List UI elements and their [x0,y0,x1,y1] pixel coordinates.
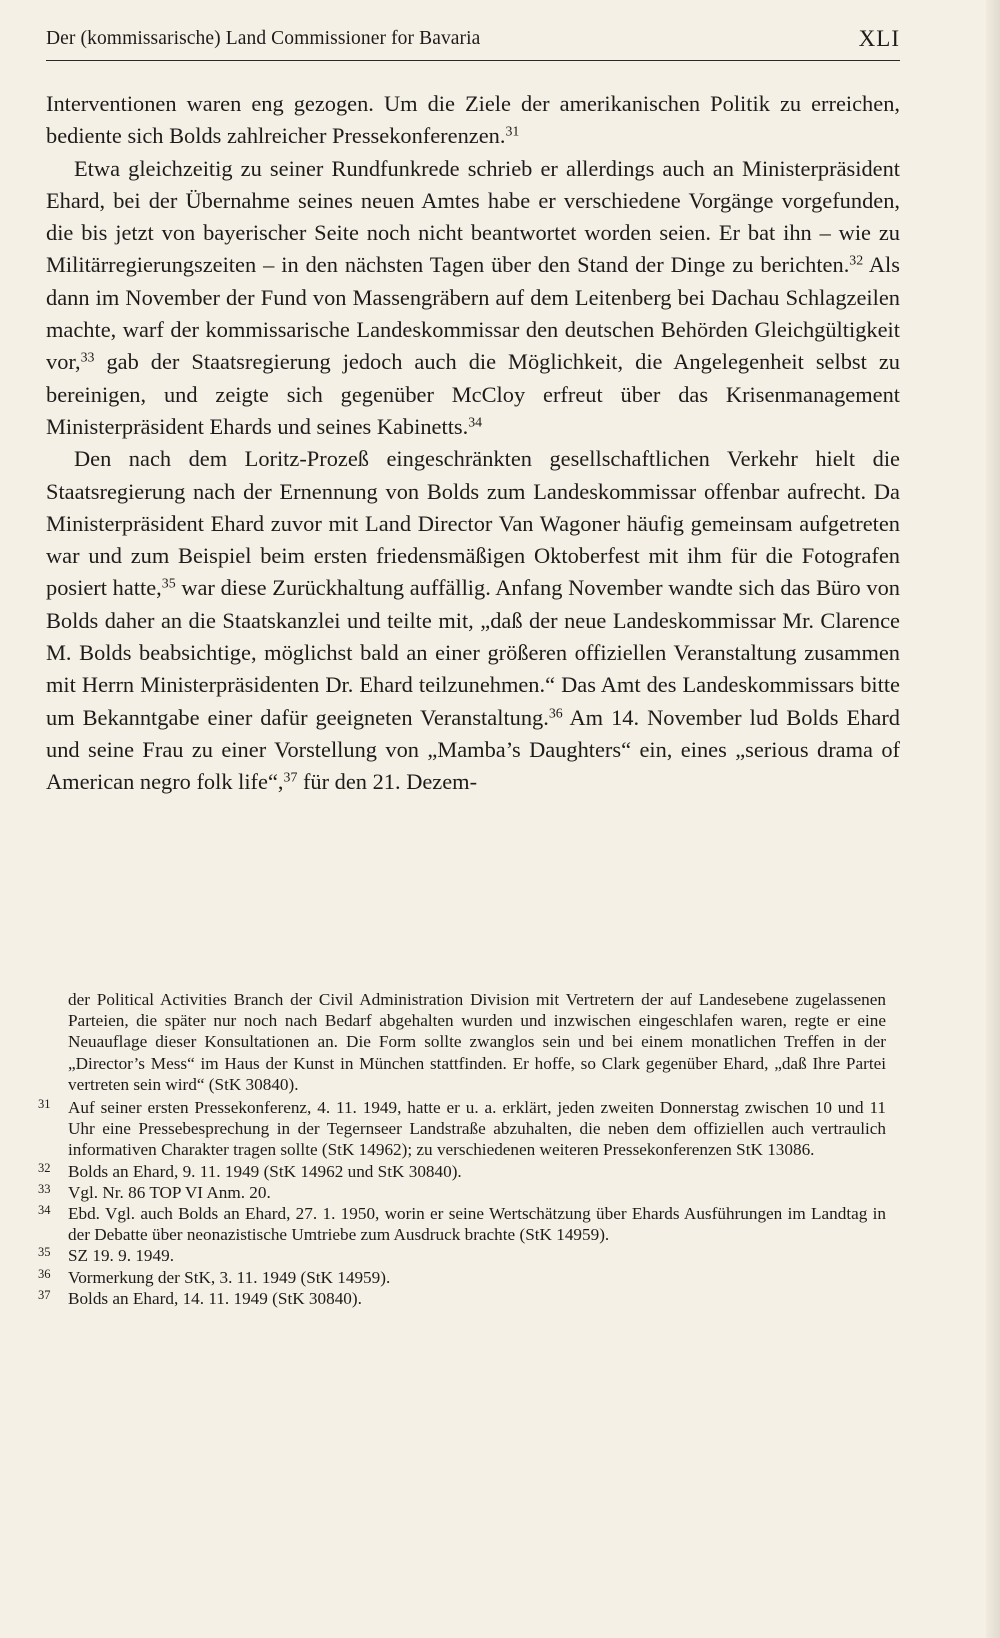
footnote [38,1203,886,1245]
page-edge [986,0,1000,1638]
footnote-text: Vgl. Nr. 86 TOP VI Anm. 20. [68,1182,271,1202]
footnote-text: Bolds an Ehard, 9. 11. 1949 (StK 14962 und StK 30840). [68,1161,462,1181]
footnote-continuation: der Political Activities Branch der Civil Administration Division mit Vertretern der auf Landesebene zugelassenen Parteien, die später nur noch nach Bedarf abgehalten wurden und inzwischen eingeschlafen waren, regte er eine Neuauflage dieser Konsultationen an. Die Form sollte zwanglos sein und bei einem monatlichen Treffen in der „Director’s Mess“ im Haus der Kunst in München stattfinden. Er hoffe, so Clark gegenüber Ehard, „daß Ihre Partei vertreten sein wird“ (StK 30840). [68,990,886,1094]
paragraph-text: Am 14. November lud Bolds Ehard und seine Frau zu einer Vorstellung von „Mamba’s Daughters“ ein, eines „serious drama of American negro folk life“, [46,704,901,795]
paragraph-text: Interventionen waren eng gezogen. Um die Ziele der amerikanischen Politik zu erreichen, bediente sich Bolds zahlreicher Pressekonferenzen. [46,91,900,149]
footnote [38,1288,886,1309]
page-number: XLI [858,26,900,51]
paragraph-text: gab der Staatsregierung jedoch auch die Möglichkeit, die Angelegenheit selbst zu bereinigen, und zeigte sich gegenüber McCloy erfreut über das Krisenmanagement Ministerpräsident Ehards und seines Kabinetts. [46,349,900,439]
page-header [46,26,900,61]
paragraph-text: für den 21. Dezem- [297,769,478,795]
paragraph-text: Als dann im November der Fund von Massengräbern auf dem Leitenberg bei Dachau Schlagzeilen machte, warf der kommissarische Landeskommissar den deutschen Behörden Gleichgültigkeit vor, [46,252,900,375]
footnote-ref: 34 [468,415,483,431]
footnote-text: Vormerkung der StK, 3. 11. 1949 (StK 14959). [68,1267,391,1287]
footnote-ref: 35 [161,576,176,592]
paragraph-text: Etwa gleichzeitig zu seiner Rundfunkrede schrieb er allerdings auch an Ministerpräsident Ehard, bei der Übernahme seines neuen Amtes habe er verschiedene Vorgänge vorgefunden, die bis jetzt von bayerischer Seite noch nicht beantwortet worden seien. Er bat ihn – wie zu Militärregierungszeiten – in den nächsten Tagen über den Stand der Dinge zu berichten. [46,155,900,278]
footnote-text: Bolds an Ehard, 14. 11. 1949 (StK 30840). [68,1288,362,1308]
footnote-number: 34 [38,1203,51,1218]
footnotes [38,989,886,1309]
footnote-number: 33 [38,1181,51,1196]
footnote-text: Auf seiner ersten Pressekonferenz, 4. 11. 1949, hatte er u. a. erklärt, jeden zweiten Donnerstag zwischen 10 und 11 Uhr eine Pressebesprechung in der Tegernseer Landstraße abzuhalten, die neben dem offiziellen auch vertraulich informativen Charakter tragen sollte (StK 14962); zu verschiedenen weiteren Pressekonferenzen StK 13086. [68,1098,886,1160]
footnote-ref: 37 [283,770,298,786]
footnote-ref: 32 [849,253,864,269]
footnote-text: Ebd. Vgl. auch Bolds an Ehard, 27. 1. 1950, worin er seine Wertschätzung über Ehards Ausführungen im Landtag in der Debatte über neonazistische Umtriebe zum Ausdruck brachte (StK 14959). [68,1204,886,1245]
paragraph-text: war diese Zurückhaltung auffällig. Anfang November wandte sich das Büro von Bolds daher an die Staatskanzlei und teilte mit, „daß der neue Landeskommissar Mr. Clarence M. Bolds beabsichtige, möglichst bald an einer größeren offiziellen Veranstaltung zusammen mit Herrn Ministerpräsidenten Dr. Ehard teilzunehmen.“ Das Amt des Landeskommissars bitte um Bekanntgabe einer dafür geeigneten Veranstaltung. [46,575,900,730]
paragraph-1 [46,88,900,153]
footnote [38,1267,886,1288]
paragraph-2 [46,153,900,444]
footnote-ref: 31 [505,124,520,140]
footnote-number: 37 [38,1287,51,1302]
footnote-number: 31 [38,1097,51,1112]
footnote [38,1161,886,1182]
footnote [38,1097,886,1161]
paragraph-text: Den nach dem Loritz-Prozeß eingeschränkten gesellschaftlichen Verkehr hielt die Staatsregierung nach der Ernennung von Bolds zum Landeskommissar offenbar aufrecht. Da Ministerpräsident Ehard zuvor mit Land Director Van Wagoner häufig gemeinsam aufgetreten war und zum Beispiel beim ersten friedensmäßigen Oktoberfest mit ihm für die Fotografen posiert hatte, [46,446,900,601]
footnote [38,1245,886,1266]
footnote-ref: 36 [548,706,563,722]
footnote [38,1182,886,1203]
footnote-number: 32 [38,1160,51,1175]
body-text [46,88,900,799]
footnote-number: 35 [38,1245,51,1260]
footnote-number: 36 [38,1266,51,1281]
running-head: Der (kommissarische) Land Commissioner for Bavaria [46,28,481,49]
footnote-ref: 33 [80,350,95,366]
footnote-text: SZ 19. 9. 1949. [68,1246,174,1266]
paragraph-3 [46,443,900,798]
